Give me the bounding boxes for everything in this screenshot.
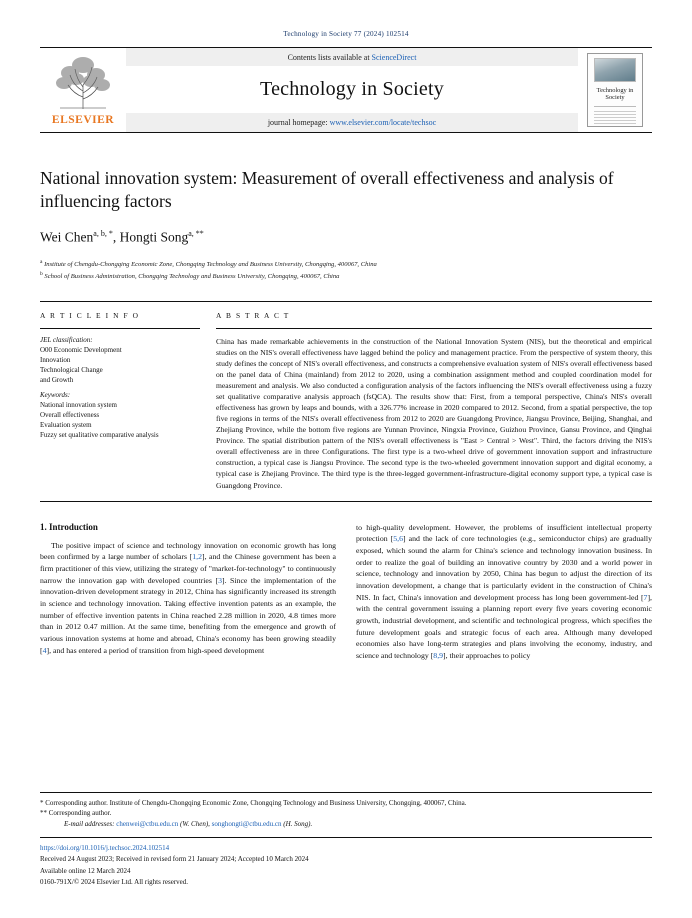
article-info-heading: A R T I C L E I N F O xyxy=(40,310,140,320)
jel-item: O00 Economic Development xyxy=(40,345,122,354)
article-title: National innovation system: Measurement of overall effectiveness and analysis of influencing factors xyxy=(40,168,614,212)
article-info-column xyxy=(40,311,216,491)
publication-metadata xyxy=(40,837,652,888)
affiliation-b-text: School of Business Administration, Chongqing Technology and Business University, Chongqing, 400067, China xyxy=(44,273,340,281)
email-link-2[interactable]: songhongti@ctbu.edu.cn xyxy=(211,819,282,828)
received-dates: Received 24 August 2023; Received in revised form 21 January 2024; Accepted 10 March 2024 xyxy=(40,855,309,864)
keyword-item: Evaluation system xyxy=(40,421,92,430)
cover-image xyxy=(594,58,636,82)
title-block xyxy=(40,167,652,283)
section-heading-introduction: 1. Introduction xyxy=(40,521,98,532)
citation-link[interactable]: 8,9 xyxy=(433,651,444,661)
author-1-name: Wei Chen xyxy=(40,229,94,245)
keyword-item: Overall effectiveness xyxy=(40,411,100,420)
journal-homepage-link[interactable]: www.elsevier.com/locate/techsoc xyxy=(329,118,437,127)
masthead-center xyxy=(126,48,578,132)
intro-text-h: ], their approaches to policy xyxy=(443,651,531,661)
affiliation-b-mark: b xyxy=(40,271,43,278)
corresponding-author-notes xyxy=(40,792,652,830)
corresponding-note-2: ** Corresponding author. xyxy=(40,809,112,818)
author-2-marks: a, ** xyxy=(188,229,204,239)
body-column-right xyxy=(356,522,652,662)
body-column-left xyxy=(40,522,336,662)
corresponding-note-1: * Corresponding author. Institute of Chengdu-Chongqing Economic Zone, Chongqing Technology and Business University, Chongqing, 400067, China. xyxy=(40,798,467,807)
doi-line xyxy=(40,843,652,854)
keyword-item: National innovation system xyxy=(40,401,117,410)
abstract-divider xyxy=(216,328,652,329)
citation-link[interactable]: 1,2 xyxy=(192,552,202,562)
intro-text-e: to high-quality development. However, the problems of insufficient intellectual property protection [ xyxy=(356,522,652,544)
affiliation-a xyxy=(40,258,652,270)
jel-item: and Growth xyxy=(40,375,74,384)
intro-text-g: ], with the central government issuing a planning report every five years covering economic growth, industrial development, and scientific and technological progress, which specifies the future development goals and strategic focus of each area. Although many developed economies also have long-term strategies and plans involving the economy, industry, and science and technology [ xyxy=(356,592,652,661)
email-addresses xyxy=(40,819,652,830)
keywords-heading: Keywords: xyxy=(40,391,71,400)
intro-text-d: ], and has entered a period of transition from high-speed development xyxy=(46,645,265,655)
email-suffix-2: (H. Song). xyxy=(281,819,313,828)
contents-band xyxy=(126,48,578,66)
affiliation-a-mark: a xyxy=(40,258,43,265)
jel-heading: JEL classification: xyxy=(40,335,93,344)
email-label: E-mail addresses: xyxy=(64,819,115,828)
info-abstract-block xyxy=(40,301,652,502)
intro-text-a: The positive impact of science and technology innovation on economic growth has long been confirmed by a large number of scholars [ xyxy=(40,540,336,562)
jel-item: Innovation xyxy=(40,355,71,364)
available-online: Available online 12 March 2024 xyxy=(40,866,131,875)
cover-thumbnail xyxy=(587,53,643,127)
intro-text-f: ] and the lack of core technologies (e.g., semiconductor chips) are gradually exposed, which sound the alarm for China's science and technology innovation business. In order to realize the goal of building an innovative country by 2030 and a world power in science, technology and innovation by 2050, China has begun to adjust the direction of its innovation development, a change that is particularly evident in the construction of China's NIS. In fact, China's innovation and development process has long been government-led [ xyxy=(356,534,652,602)
journal-masthead xyxy=(40,47,652,133)
copyright-line: 0160-791X/© 2024 Elsevier Ltd. All rights reserved. xyxy=(40,877,189,886)
author-1-marks: a, b, * xyxy=(93,229,113,239)
email-link-1[interactable]: chenwei@ctbu.edu.cn xyxy=(116,819,179,828)
journal-title: Technology in Society xyxy=(260,78,444,100)
sciencedirect-link[interactable]: ScienceDirect xyxy=(371,53,417,62)
keyword-item: Fuzzy set qualitative comparative analysis xyxy=(40,431,159,440)
homepage-band xyxy=(126,113,578,132)
cover-divider xyxy=(594,106,636,107)
doi-link[interactable]: https://doi.org/10.1016/j.techsoc.2024.102514 xyxy=(40,844,170,853)
abstract-heading: A B S T R A C T xyxy=(216,310,290,320)
affiliations xyxy=(40,258,652,283)
publisher-logo xyxy=(40,48,126,132)
abstract-text: China has made remarkable achievements in the construction of the National Innovation System (NIS), but the theoretical and empirical studies on the NIS's overall effectiveness have lagged behind the policy and management practice. From the perspective of system theory, this study defines the concept of NIS's overall effectiveness, and constructs a comprehensive evaluation system of NIS's overall effectiveness based on the panel data of China (mainland) from 2012 to 2020, using a combination assignment method and coupled coordination model for measurement and analysis. We also conducted a configuration analysis of the factors influencing the NIS's overall effectiveness using a fuzzy set qualitative comparative analysis approach (fsQCA). The results show that: First, from a temporal perspective, China's NIS's overall effectiveness has grown by leaps and bounds, with a 326.77% increase in 2020 compared to 2012. Second, from a spatial perspective, the top five regions in terms of the NIS's overall effectiveness from 2012 to 2020 are Guangdong Province, Jiangsu Province, Beijing, Shanghai, and Zhejiang Province, while the bottom five regions are Yunnan Province, Ningxia Province, Guizhou Province, Gansu Province, and Qinghai Province. The spatial distribution pattern of the NIS's overall effectiveness is "East > Central > West". Third, the factors driving the NIS's overall effectiveness are in three Configurations. The first type is a two-wheel drive of government innovation support and infrastructure construction, a typical case is Jiangsu Province. The second type is the two-wheeled government innovation support and digital economy, a typical case is Zhejiang Province. The third type is the three-legged government-infrastructure-digital economy support type, a typical case is Guangdong Province. xyxy=(216,336,652,490)
affiliation-a-text: Institute of Chengdu-Chongqing Economic Zone, Chongqing Technology and Business University, Chongqing, 400067, China xyxy=(44,260,377,268)
author-2-name: Hongti Song xyxy=(119,229,189,245)
cover-text-lines xyxy=(594,111,636,126)
citation-link[interactable]: 4 xyxy=(42,645,47,655)
citation-link[interactable]: 3 xyxy=(218,575,222,585)
citation-link[interactable]: 7 xyxy=(643,592,648,602)
body-columns xyxy=(40,522,652,662)
citation-link[interactable]: 5,6 xyxy=(393,534,404,544)
intro-paragraph-left xyxy=(40,540,336,657)
homepage-label: journal homepage: xyxy=(267,118,330,127)
page-content xyxy=(40,30,652,888)
abstract-column xyxy=(216,311,652,491)
page-footer xyxy=(40,792,652,888)
cover-title: Technology in Society xyxy=(596,87,634,102)
intro-text-b: ], and the Chinese government has been a firm practitioner of this view, utilizing the strategy of "market-for-technology" to continuously narrow the innovation gap with developed countries [ xyxy=(40,552,336,585)
intro-text-c: ]. Since the implementation of the innovation-driven development strategy in 2012, China has significantly increased its strength in science and technology innovation. Taking effective invention patents as an example, the number of effective invention patents in China reached 2.28 million in 2020, 4.8 times more than in 2012 0.47 million. At the same time, benefiting from the emergence and growth of various innovation systems at home and abroad, China's economy has been growing steadily [ xyxy=(40,575,337,655)
journal-cover xyxy=(578,48,652,132)
contents-label: Contents lists available at xyxy=(287,53,372,62)
jel-item: Technological Change xyxy=(40,365,103,374)
article-info-divider xyxy=(40,328,200,329)
elsevier-tree-icon xyxy=(46,51,120,113)
intro-paragraph-right xyxy=(356,522,652,662)
publisher-name: ELSEVIER xyxy=(51,114,115,126)
running-head: Technology in Society 77 (2024) 102514 xyxy=(283,30,409,38)
email-suffix-1: (W. Chen), xyxy=(178,819,212,828)
author-list: Wei Chen$^{a, b, *}$, Hongti Song$^{a, **}$ xyxy=(40,229,204,245)
affiliation-b xyxy=(40,270,652,282)
